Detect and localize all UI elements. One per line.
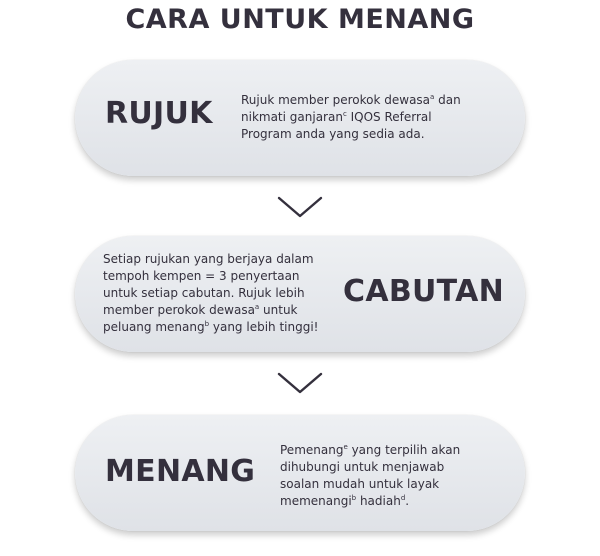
chevron-down-icon [277,196,323,218]
description-line: untuk setiap cabutan. Rujuk lebih [103,286,305,300]
step-description-rujuk [241,92,461,143]
description-line: soalan mudah untuk layak [280,477,440,491]
description-line: Program anda yang sedia ada. [241,127,425,141]
page-title: CARA UNTUK MENANG [125,4,475,35]
description-line: Pemenang$^e$ yang terpilih akan [280,443,461,457]
step-title-rujuk: RUJUK [105,96,213,131]
step-card-menang [75,415,525,531]
description-line: memenangi$^b$ hadiah$^d$. [280,494,410,508]
description-line: dihubungi untuk menjawab [280,460,445,474]
step-description-menang [280,442,460,510]
description-line: Setiap rujukan yang berjaya dalam [103,252,314,266]
description-line: peluang menang$^b$ yang lebih tinggi! [103,320,319,334]
description-line: member perokok dewasa$^a$ untuk [103,303,298,317]
step-description-cabutan [103,251,318,336]
description-line: Rujuk member perokok dewasa$^a$ dan [241,93,461,107]
step-card-rujuk [75,60,525,176]
step-title-cabutan: CABUTAN [343,274,505,309]
step-card-cabutan [75,236,525,352]
step-title-menang: MENANG [105,454,256,489]
description-line: tempoh kempen = 3 penyertaan [103,269,300,283]
chevron-down-icon [277,372,323,394]
description-line: nikmati ganjaran$^c$ IQOS Referral [241,110,432,124]
